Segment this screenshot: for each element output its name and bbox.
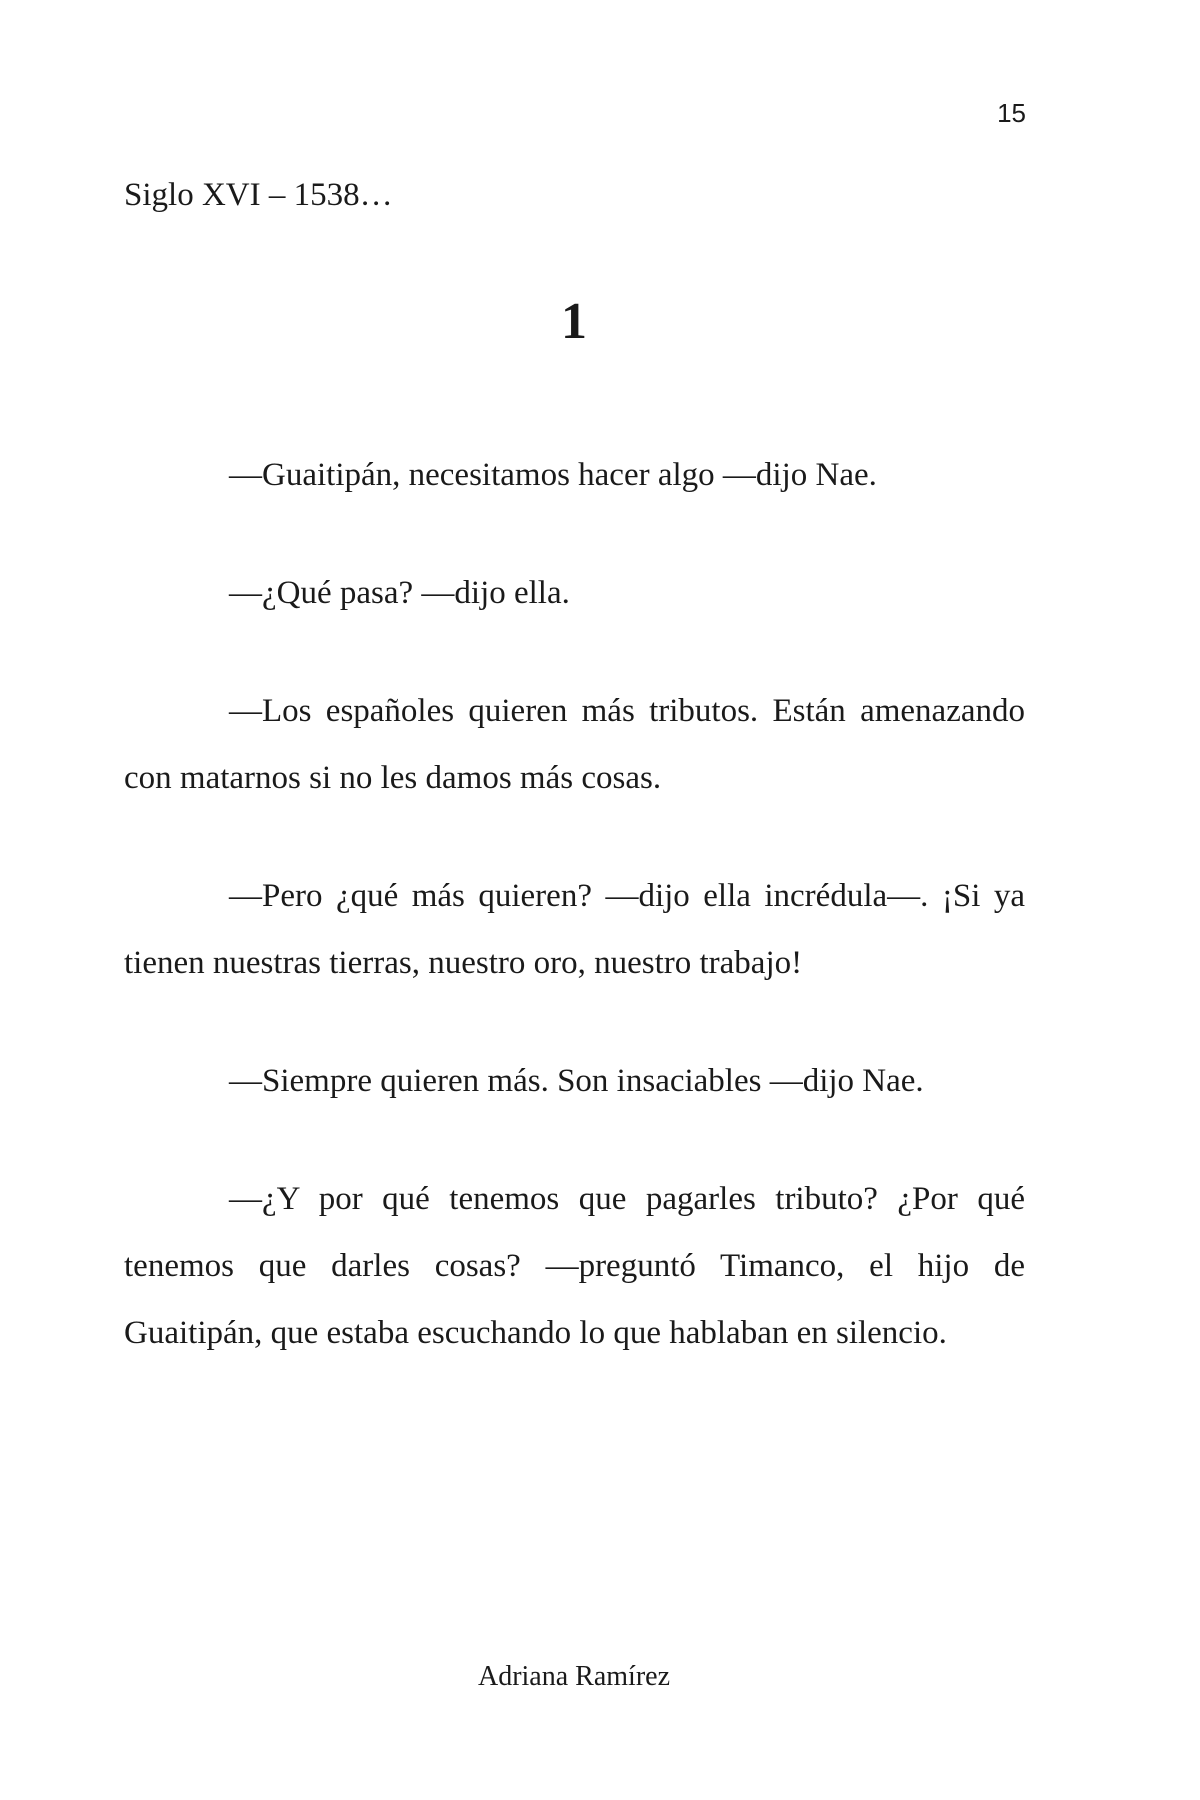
dialogue-paragraph: —Siempre quieren más. Son insaciables —dijo Nae.: [229, 1063, 924, 1099]
dialogue-paragraph: —Guaitipán, necesitamos hacer algo —dijo Nae.: [229, 457, 877, 493]
author-footer: Adriana Ramírez: [477, 1661, 671, 1692]
dialogue-paragraph: —¿Qué pasa? —dijo ella.: [229, 575, 570, 611]
epigraph-date: Siglo XVI – 1538…: [124, 177, 393, 213]
chapter-body: [124, 442, 1025, 1367]
dialogue-paragraph: —¿Y por qué tenemos que pagarles tributo? ¿Por qué tenemos que darles cosas? —preguntó Timanco, el hijo de Guaitipán, que estaba escuchando lo que hablaban en silencio.: [124, 1181, 1025, 1351]
page-number: 15: [997, 98, 1026, 128]
dialogue-paragraph: —Los españoles quieren más tributos. Están amenazando con matarnos si no les damos más cosas.: [124, 693, 1025, 796]
dialogue-paragraph: —Pero ¿qué más quieren? —dijo ella incrédula—. ¡Si ya tienen nuestras tierras, nuestro oro, nuestro trabajo!: [124, 878, 1025, 981]
chapter-number: 1: [561, 293, 587, 350]
